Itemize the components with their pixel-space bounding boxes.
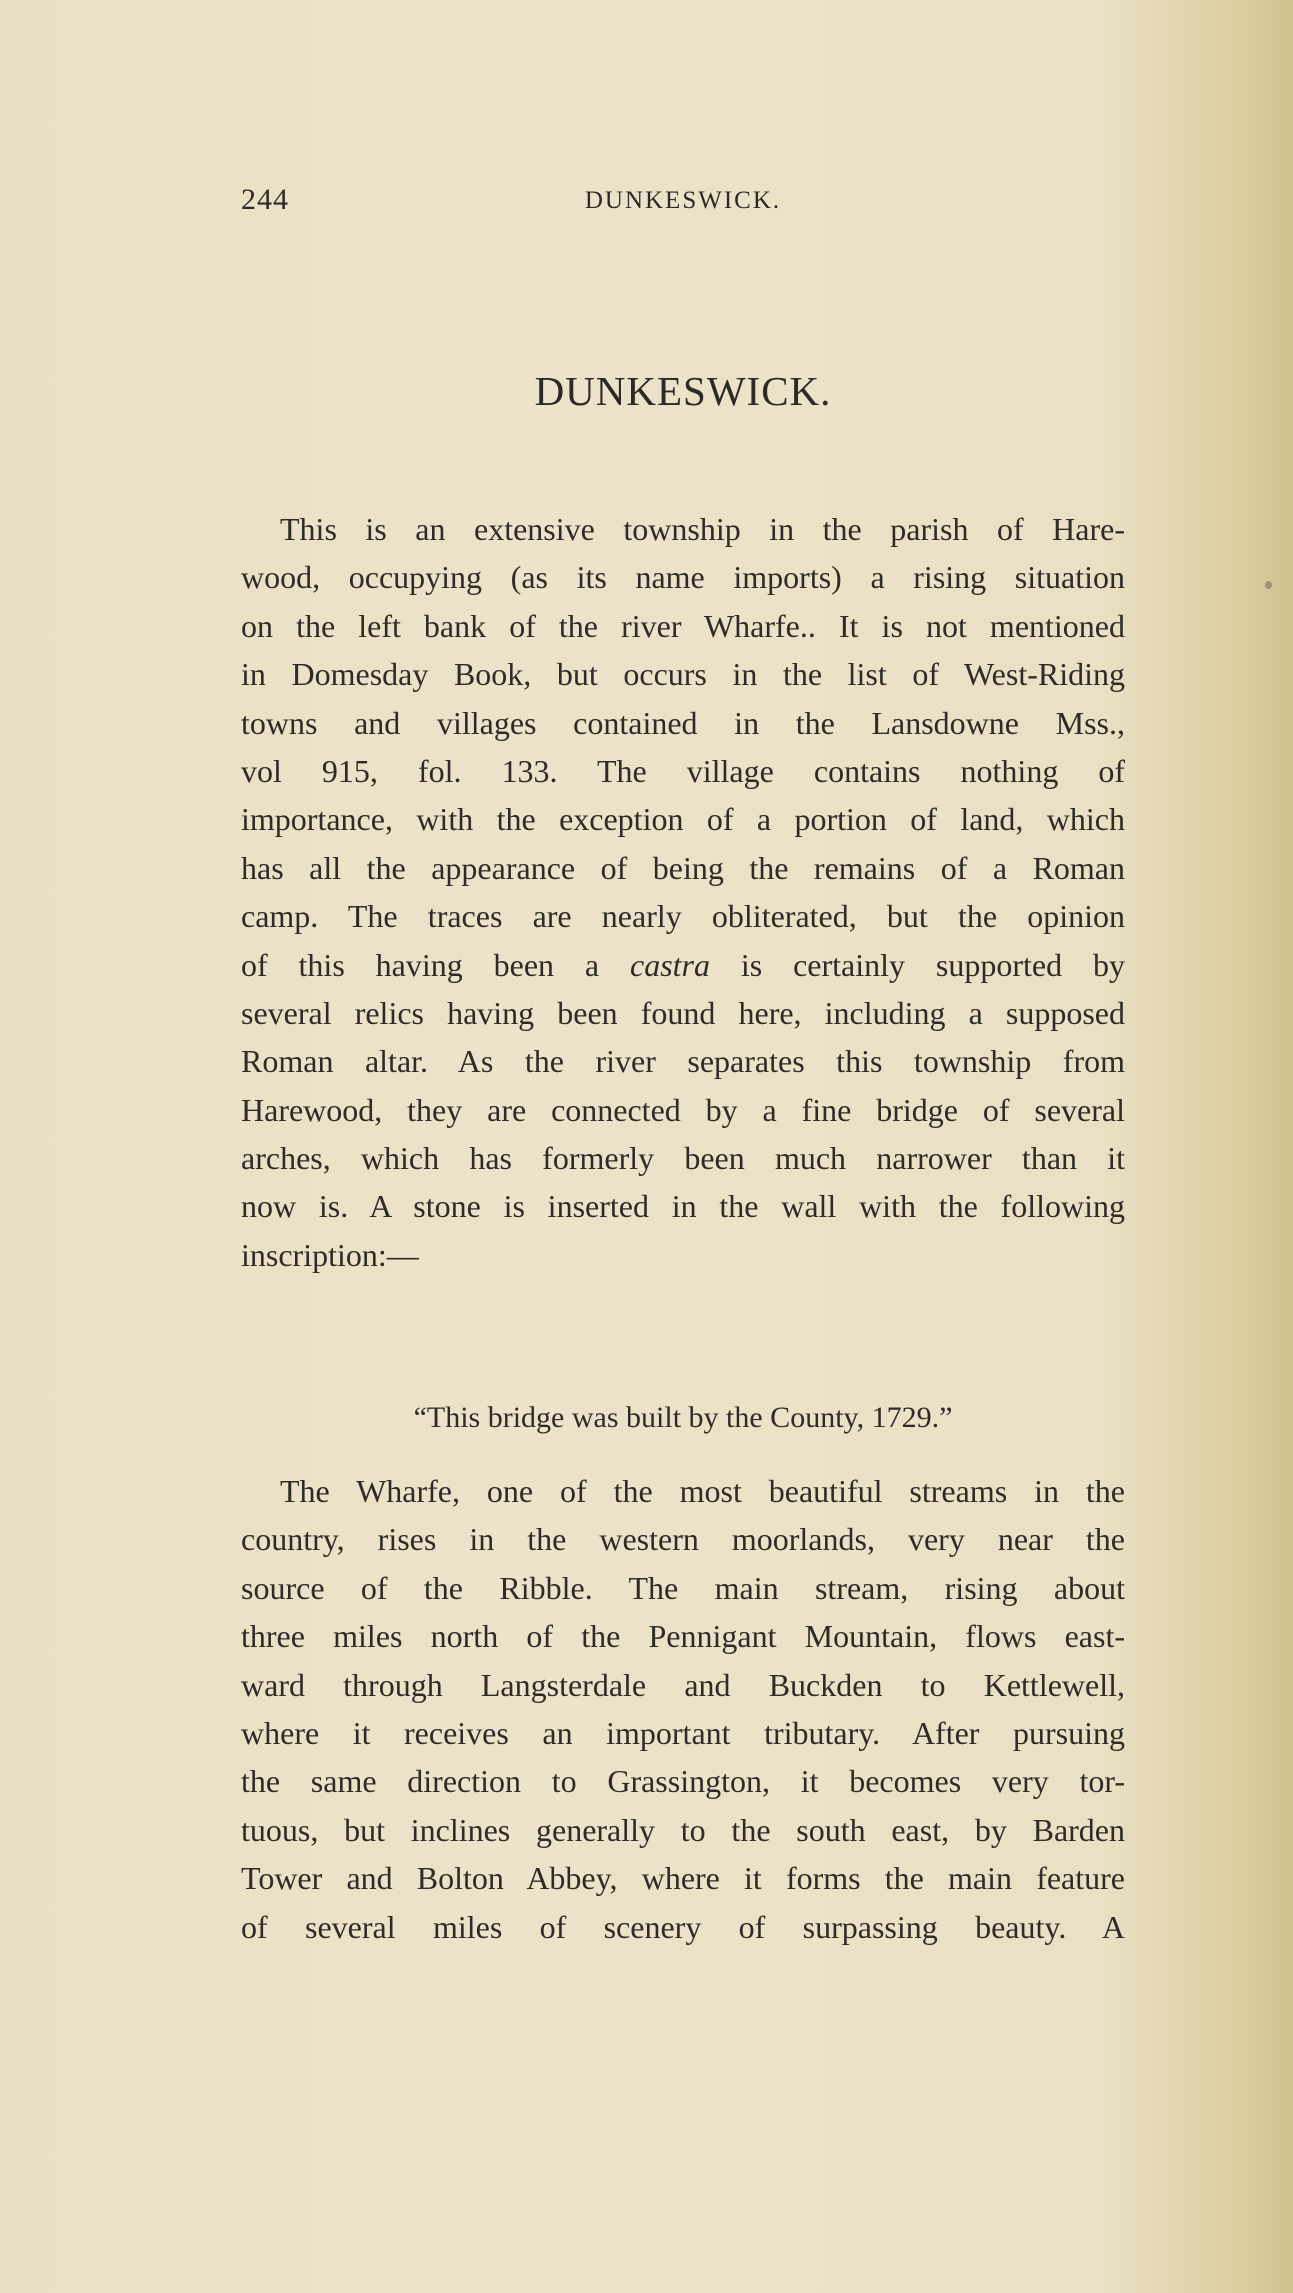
text-line: Tower and Bolton Abbey, where it forms the main feature: [241, 1860, 1125, 1897]
paper-spot: [1265, 581, 1272, 589]
text-line: camp. The traces are nearly obliterated, but the opinion: [241, 898, 1125, 935]
text-line: The Wharfe, one of the most beautiful streams in the: [280, 1473, 1125, 1509]
text-line: in Domesday Book, but occurs in the list of West-Riding: [241, 656, 1125, 693]
running-title: DUNKESWICK.: [584, 187, 782, 214]
text-line: now is. A stone is inserted in the wall with the following: [241, 1188, 1125, 1225]
text-line: source of the Ribble. The main stream, rising about: [241, 1569, 1125, 1606]
paragraph-1: [241, 505, 1125, 1279]
text-line: arches, which has formerly been much narrower than it: [241, 1140, 1125, 1177]
text-line: importance, with the exception of a portion of land, which: [241, 801, 1125, 838]
text-line-with-italic: [241, 941, 1125, 989]
page-number: 244: [241, 183, 289, 216]
text-line: Roman altar. As the river separates this township from: [241, 1043, 1125, 1080]
text-line: of several miles of scenery of surpassing beauty. A: [241, 1908, 1125, 1945]
text-line: several relics having been found here, including a supposed: [241, 994, 1125, 1031]
text-line: has all the appearance of being the remains of a Roman: [241, 849, 1125, 886]
running-head: [241, 183, 1125, 223]
text-line: country, rises in the western moorlands, very near the: [241, 1521, 1125, 1558]
italic-word-castra: castra: [630, 946, 710, 983]
text-line: inscription:—: [241, 1236, 419, 1273]
paragraph-2: [241, 1467, 1125, 1951]
text-line: vol 915, fol. 133. The village contains nothing of: [241, 752, 1125, 789]
text-line: tuous, but inclines generally to the south east, by Barden: [241, 1811, 1125, 1848]
text-line: the same direction to Grassington, it becomes very tor-: [241, 1763, 1125, 1800]
text-line: three miles north of the Pennigant Mountain, flows east-: [241, 1618, 1125, 1655]
text-line: where it receives an important tributary. After pursuing: [241, 1714, 1125, 1751]
text-line: towns and villages contained in the Lansdowne Mss.,: [241, 704, 1125, 741]
text-segment: is certainly supported by: [710, 946, 1126, 983]
text-line: on the left bank of the river Wharfe.. It is not mentioned: [241, 607, 1125, 644]
text-segment: of this having been a: [241, 946, 630, 983]
text-line: ward through Langsterdale and Buckden to Kettlewell,: [241, 1666, 1125, 1703]
inscription-quote: “This bridge was built by the County, 1729.”: [413, 1401, 953, 1434]
chapter-title: DUNKESWICK.: [534, 368, 832, 414]
text-line: wood, occupying (as its name imports) a rising situation: [241, 559, 1125, 596]
text-line: Harewood, they are connected by a fine bridge of several: [241, 1091, 1125, 1128]
text-line: This is an extensive township in the parish of Hare-: [280, 511, 1125, 547]
